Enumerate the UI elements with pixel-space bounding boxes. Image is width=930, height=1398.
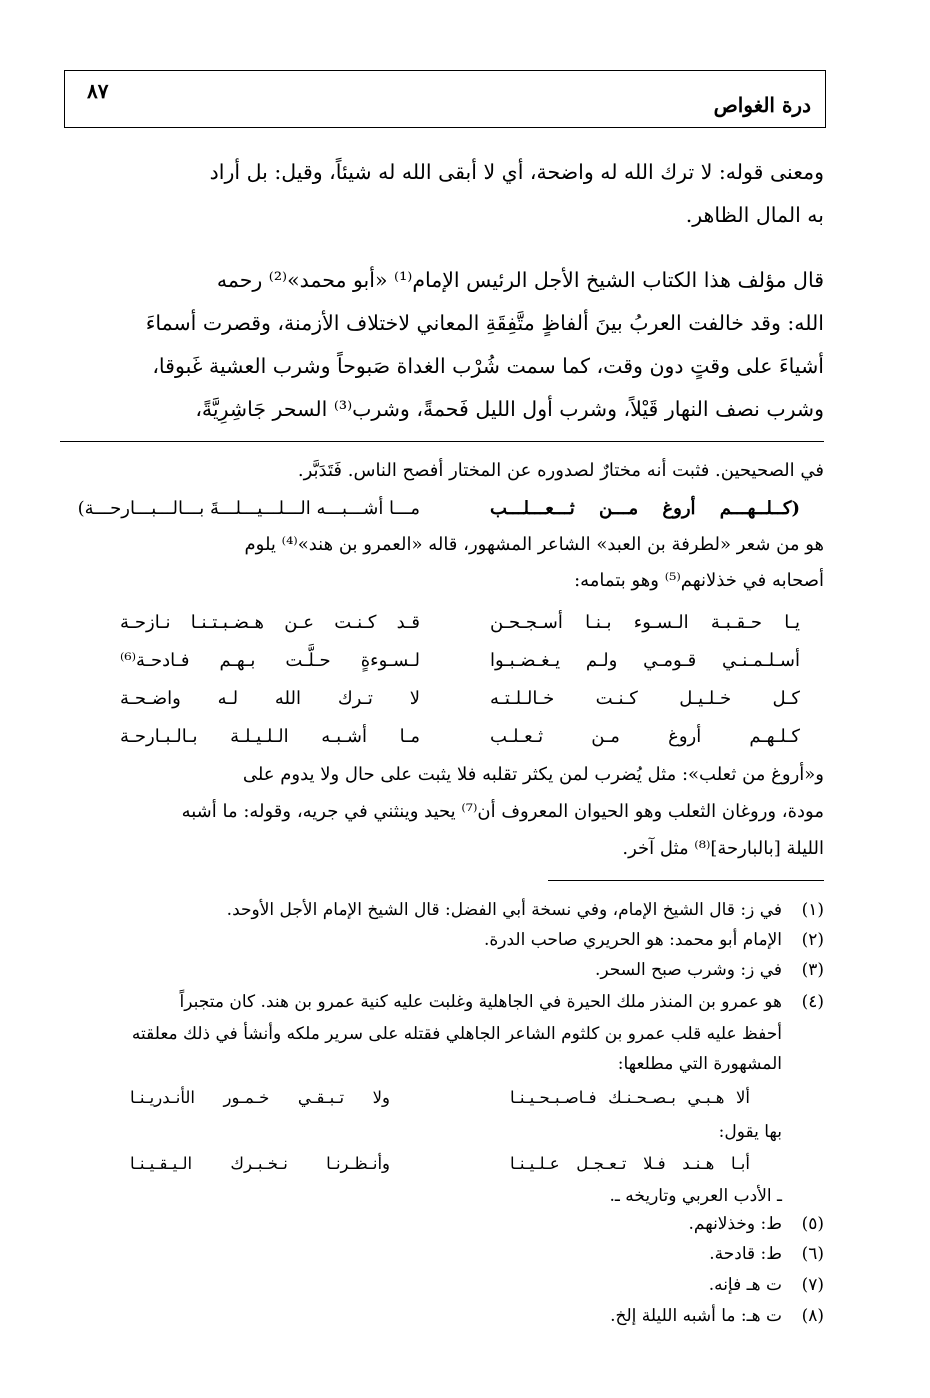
verse-hemistich-left: مـا أشـبـه الـلـيـلـة بـالـبـارحـة — [120, 726, 420, 747]
footnote-verse-right: ألا هـبـي بـصـحـنـك فـاصـبـحـيـنـا — [510, 1088, 750, 1107]
footnote-number: (١) — [801, 900, 824, 920]
body-line: قال مؤلف هذا الكتاب الشيخ الأجل الرئيس الإمام⁽¹⁾ «أبو محمد»⁽²⁾ رحمه — [216, 268, 824, 292]
footnote — [110, 932, 824, 949]
footnote-continuation: أحفظ عليه قلب عمرو بن كلثوم الشاعر الجاهلي فقتله على سرير ملكه وأنشأ في ذلك معلقته — [131, 1024, 782, 1044]
footnote-continuation: المشهورة التي مطلعها: — [617, 1054, 782, 1074]
footnote-text: ط: قادحة. — [709, 1244, 782, 1264]
footnote-number: (٧) — [801, 1275, 824, 1295]
verse-hemistich-right: كـل خـلـيـل كـنـت خـالـلـتـه — [490, 688, 800, 709]
proverb-hemistich-right: (كــلــهـــم أروغ مـــن ثـــعـــلـــب — [490, 498, 800, 519]
running-header — [64, 70, 826, 128]
footnote-text: ت هـ: ما أشبه الليلة إلخ. — [610, 1306, 782, 1326]
footnote-rule — [548, 880, 824, 881]
footnote-number: (٨) — [801, 1306, 824, 1326]
verse-hemistich-left: لا تـرك الله لـه واضـحـة — [120, 688, 420, 709]
footnote-number: (٣) — [801, 960, 824, 980]
footnote-continuation: بها يقول: — [718, 1122, 782, 1142]
footnote-source: ـ الأدب العربي وتاريخه ـ. — [609, 1186, 782, 1206]
note-line: أصحابه في خذلانهم⁽⁵⁾ وهو بتمامه: — [574, 570, 824, 591]
verse-hemistich-right: يـا حـقـبـة الـسـوء بـنـا أسـجـحـن — [490, 612, 800, 633]
footnote-number: (٤) — [801, 992, 824, 1012]
body-line: الله: وقد خالفت العربُ بينَ ألفاظٍ متَّفِقَةِ المعاني لاختلاف الأزمنة، وقصرت أسماءَ — [145, 311, 824, 335]
body-line: وشرب نصف النهار قَيْلاً، وشرب أول الليل فَحمةً، وشرب⁽³⁾ السحر جَاشِرِيَّةً، — [195, 397, 824, 421]
footnote-verse-right: أبـا هـنـد فـلا تـعـجـل عـلـيـنـا — [510, 1154, 750, 1173]
footnote-text: هو عمرو بن المنذر ملك الحيرة في الجاهلية وغلبت عليه كنية عمرو بن هند. كان متجبراً — [179, 992, 782, 1012]
footnote — [110, 1308, 824, 1325]
footnote — [110, 902, 824, 919]
separator-rule — [60, 441, 824, 442]
footnote — [110, 1216, 824, 1233]
body-line: أشياءَ على وقتٍ دون وقت، كما سمت شُرْب الغداة صَبوحاً وشرب العشية غَبوقا، — [152, 354, 824, 378]
footnote-text: الإمام أبو محمد: هو الحريري صاحب الدرة. — [483, 930, 782, 950]
footnote-text: ت هـ فإنه. — [708, 1275, 782, 1295]
running-title: درة الغواص — [713, 93, 811, 117]
note-line: مودة، وروغان الثعلب وهو الحيوان المعروف أن⁽⁷⁾ يحيد وينثني في جريه، وقوله: ما أشبه — [181, 801, 824, 822]
note-line: الليلة [بالبارحة]⁽⁸⁾ مثل آخر. — [622, 838, 824, 859]
page-number: ٨٧ — [87, 79, 109, 103]
footnote-verse-left: وأنـظـرنـا نـخـبـرك الـيـقـيـنـا — [130, 1154, 390, 1173]
proverb-hemistich-left: مـــا أشـــبـــه الـــلـــيـــلـــةَ بـــالـــبـــارحـــة) — [77, 498, 420, 519]
footnote-number: (٦) — [801, 1244, 824, 1264]
note-line: و«أروغ من ثعلب»: مثل يُضرب لمن يكثر تقلبه فلا يثبت على حال ولا يدوم على — [242, 764, 824, 785]
verse-hemistich-right: أسـلـمـنـي قـومـي ولـم يـغـضـبـوا — [490, 650, 800, 671]
footnote-number: (٢) — [801, 930, 824, 950]
footnote — [110, 1277, 824, 1294]
body-line: ومعنى قوله: لا ترك الله له واضحة، أي لا أبقى الله له شيئاً، وقيل: بل أراد — [209, 160, 824, 184]
footnote-text: في ز: وشرب صبح السحر. — [594, 960, 782, 980]
verse-hemistich-right: كـلـهـم أروغ مـن ثـعـلـب — [490, 726, 800, 747]
footnote-verse-left: ولا تـبـقـي خـمـور الأنـدريـنـا — [130, 1088, 390, 1107]
footnote-text: ط: وخذلانهم. — [688, 1214, 782, 1234]
note-line: هو من شعر «لطرفة بن العبد» الشاعر المشهور، قاله «العمرو بن هند»⁽⁴⁾ يلوم — [244, 534, 824, 555]
verse-hemistich-left: لـسـوءةٍ حـلَّـت بـهـم فـادحـة⁽⁶⁾ — [120, 650, 420, 671]
footnote-number: (٥) — [801, 1214, 824, 1234]
footnote-text: في ز: قال الشيخ الإمام، وفي نسخة أبي الفضل: قال الشيخ الإمام الأجل الأوحد. — [226, 900, 782, 920]
note-line: في الصحيحين. فثبت أنه مختارٌ لصدوره عن المختار أفصح الناس. فَتَدَبَّر. — [297, 460, 824, 481]
footnote — [110, 1246, 824, 1263]
verse-hemistich-left: قـد كـنـت عـن هـضـبـتـنـا نـازحـة — [120, 612, 420, 633]
footnote — [110, 962, 824, 979]
body-line: به المال الظاهر. — [685, 203, 824, 227]
footnote — [110, 994, 824, 1011]
